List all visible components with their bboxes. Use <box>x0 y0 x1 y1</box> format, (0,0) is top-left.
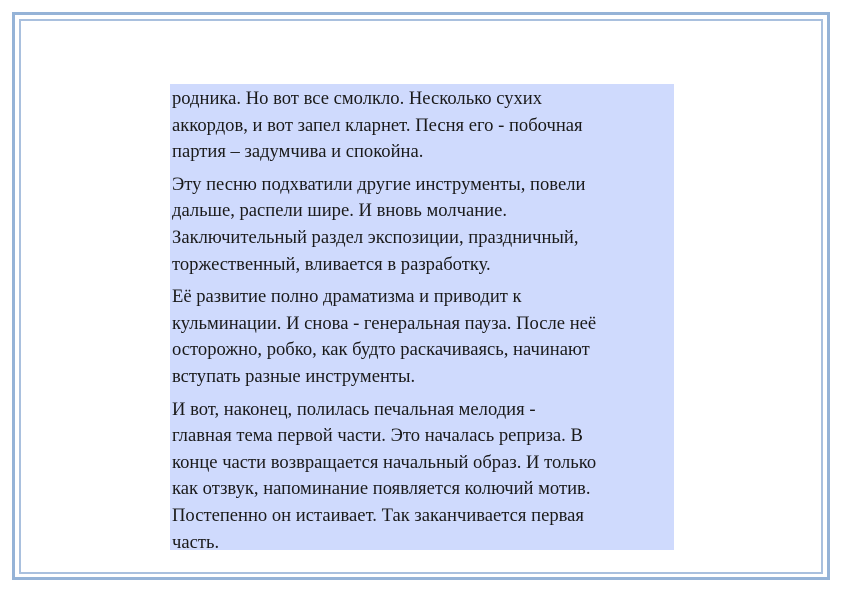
text-line: аккордов, и вот запел кларнет. Песня его - побочная <box>172 114 583 136</box>
text-line: Постепенно он истаивает. Так заканчивается первая <box>172 504 584 526</box>
text-line: кульминации. И снова - генеральная пауза. После неё <box>172 312 597 334</box>
text-line: родника. Но вот все смолкло. Несколько сухих <box>172 88 543 109</box>
text-line: торжественный, вливается в разработку. <box>172 253 491 275</box>
text-line: партия – задумчива и спокойна. <box>172 141 424 163</box>
text-line: Эту песню подхватили другие инструменты, повели <box>172 173 586 195</box>
paragraph-3 <box>172 284 672 390</box>
text-line: Её развитие полно драматизма и приводит к <box>172 286 522 308</box>
text-box <box>170 84 674 553</box>
text-line: осторожно, робко, как будто раскачиваясь, начинают <box>172 339 590 361</box>
text-line: конце части возвращается начальный образ. И только <box>172 451 597 473</box>
text-line: дальше, распели шире. И вновь молчание. <box>172 200 508 222</box>
paragraph-1 <box>172 86 672 166</box>
text-line: Заключительный раздел экспозиции, праздничный, <box>172 226 579 248</box>
text-line: вступать разные инструменты. <box>172 365 416 387</box>
paragraph-2 <box>172 172 672 278</box>
paragraph-4 <box>172 397 672 557</box>
text-line: главная тема первой части. Это началась реприза. В <box>172 425 583 447</box>
text-line: как отзвук, напоминание появляется колючий мотив. <box>172 478 591 500</box>
text-line: И вот, наконец, полилась печальная мелодия - <box>172 398 536 420</box>
text-line: часть. <box>172 531 220 553</box>
